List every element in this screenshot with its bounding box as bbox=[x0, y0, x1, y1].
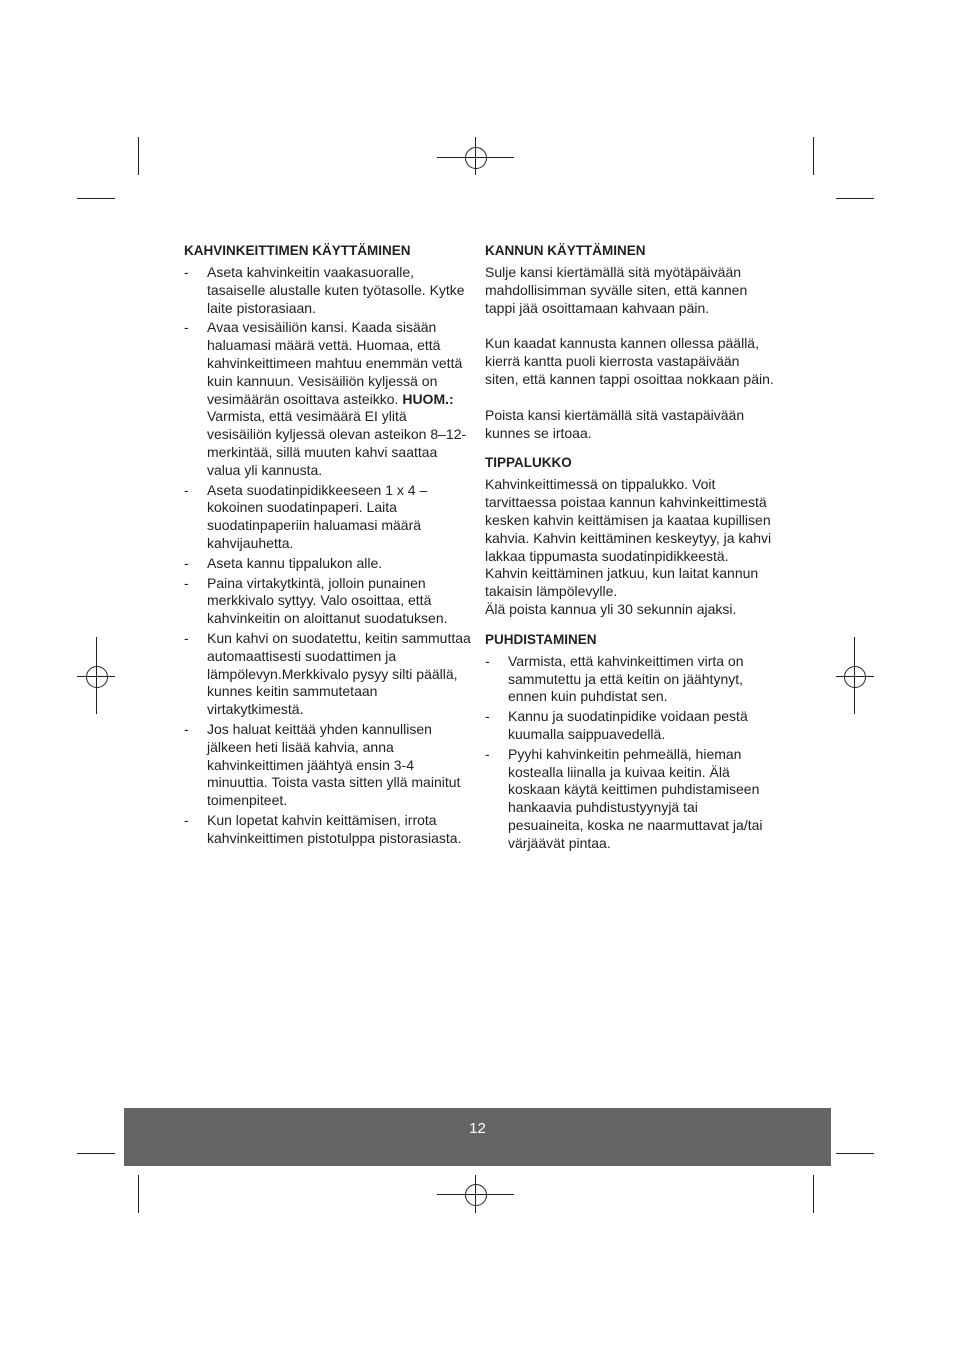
list-item bbox=[184, 319, 474, 479]
footer-bar bbox=[124, 1108, 831, 1166]
crop-mark bbox=[813, 1175, 814, 1213]
crop-mark bbox=[138, 1175, 139, 1213]
crop-mark bbox=[836, 198, 874, 199]
section-heading-jug: KANNUN KÄYTTÄMINEN bbox=[485, 243, 646, 258]
crop-mark bbox=[138, 137, 139, 175]
usage-list bbox=[184, 264, 474, 848]
list-item: - Jos haluat keittää yhden kannullisen jälkeen heti lisää kahvia, anna kahvinkeittimen jäähtyä ensin 3-4 minuuttia. Toista vasta sitten yllä mainitut toimenpiteet. bbox=[184, 721, 474, 810]
paragraph: Kun kaadat kannusta kannen ollessa päällä, kierrä kantta puoli kierrosta vastapäivään siten, että kannen tappi osoittaa nokkaan päin. bbox=[485, 335, 774, 387]
registration-mark bbox=[465, 147, 487, 169]
list-item: - Pyyhi kahvinkeitin pehmeällä, hieman kostealla liinalla ja kuivaa keitin. Älä koskaan käytä keittimen puhdistamiseen hankaavia puhdistustyynyjä tai pesuaineita, koska ne naarmuttavat ja/tai värjäävät pintaa. bbox=[485, 746, 775, 853]
crop-mark bbox=[77, 1153, 115, 1154]
list-item: - Aseta suodatinpidikkeeseen 1 x 4 –kokoinen suodatinpaperi. Laita suodatinpaperiin haluamasi määrä kahvijauhetta. bbox=[184, 482, 474, 553]
registration-mark bbox=[844, 666, 866, 688]
section-heading-cleaning: PUHDISTAMINEN bbox=[485, 631, 597, 647]
list-item: - Kannu ja suodatinpidike voidaan pestä kuumalla saippuavedellä. bbox=[485, 708, 775, 744]
crop-mark bbox=[77, 198, 115, 199]
section-heading-drip-stop: TIPPALUKKO bbox=[485, 455, 572, 471]
paragraph: Älä poista kannua yli 30 sekunnin ajaksi. bbox=[485, 600, 737, 617]
list-item: - Paina virtakytkintä, jolloin punainen merkkivalo syttyy. Valo osoittaa, että kahvinkeitin on aloittanut suodatuksen. bbox=[184, 575, 474, 628]
page-number: 12 bbox=[469, 1120, 486, 1137]
paragraph: Kahvinkeittimessä on tippalukko. Voit tarvittaessa poistaa kannun kahvinkeittimestä kesken kahvin keittämisen ja kaataa kupillisen kahvia. Kahvin keittäminen keskeytyy, ja kahvi lakkaa tippumasta suodatinpidikkeestä. Kahvin keittäminen jatkuu, kun laitat kannun takaisin lämpölevylle. bbox=[485, 476, 772, 600]
list-item: - Kun lopetat kahvin keittämisen, irrota kahvinkeittimen pistotulppa pistorasiasta. bbox=[184, 812, 474, 848]
cleaning-list bbox=[485, 653, 775, 853]
list-item: - Aseta kahvinkeitin vaakasuoralle, tasaiselle alustalle kuten työtasolle. Kytke laite pistorasiaan. bbox=[184, 264, 474, 317]
list-item-text: Avaa vesisäiliön kansi. Kaada sisään haluamasi määrä vettä. Huomaa, että kahvinkeittimeen mahtuu enemmän vettä kuin kannuun. Vesisäiliön kyljessä on vesimäärän osoittava asteikko. bbox=[207, 319, 463, 407]
list-item: - Kun kahvi on suodatettu, keitin sammuttaa automaattisesti suodattimen ja lämpölevyn.Merkkivalo pysyy silti päällä, kunnes keitin sammutetaan virtakytkimestä. bbox=[184, 630, 474, 719]
paragraph: Poista kansi kiertämällä sitä vastapäivään kunnes se irtoaa. bbox=[485, 406, 745, 441]
crop-mark bbox=[836, 1153, 874, 1154]
registration-mark bbox=[465, 1184, 487, 1206]
left-column bbox=[184, 242, 474, 850]
note-text: Varmista, että vesimäärä EI ylitä vesisäiliön kyljessä olevan asteikon 8–12-merkintää, sillä muuten kahvi saattaa valua yli kannusta. bbox=[207, 408, 467, 478]
section-heading-usage: KAHVINKEITTIMEN KÄYTTÄMINEN bbox=[184, 243, 411, 258]
paragraph: Sulje kansi kiertämällä sitä myötäpäivään mahdollisimman syvälle siten, että kannen tappi jää osoittamaan kahvaan päin. bbox=[485, 264, 748, 316]
crop-mark bbox=[813, 137, 814, 175]
list-item: - Varmista, että kahvinkeittimen virta on sammutettu ja että keitin on jäähtynyt, ennen kuin puhdistat sen. bbox=[485, 653, 775, 706]
note-label: HUOM.: bbox=[402, 390, 454, 407]
registration-mark bbox=[86, 666, 108, 688]
list-item: - Aseta kannu tippalukon alle. bbox=[184, 555, 474, 573]
right-column bbox=[485, 242, 775, 855]
